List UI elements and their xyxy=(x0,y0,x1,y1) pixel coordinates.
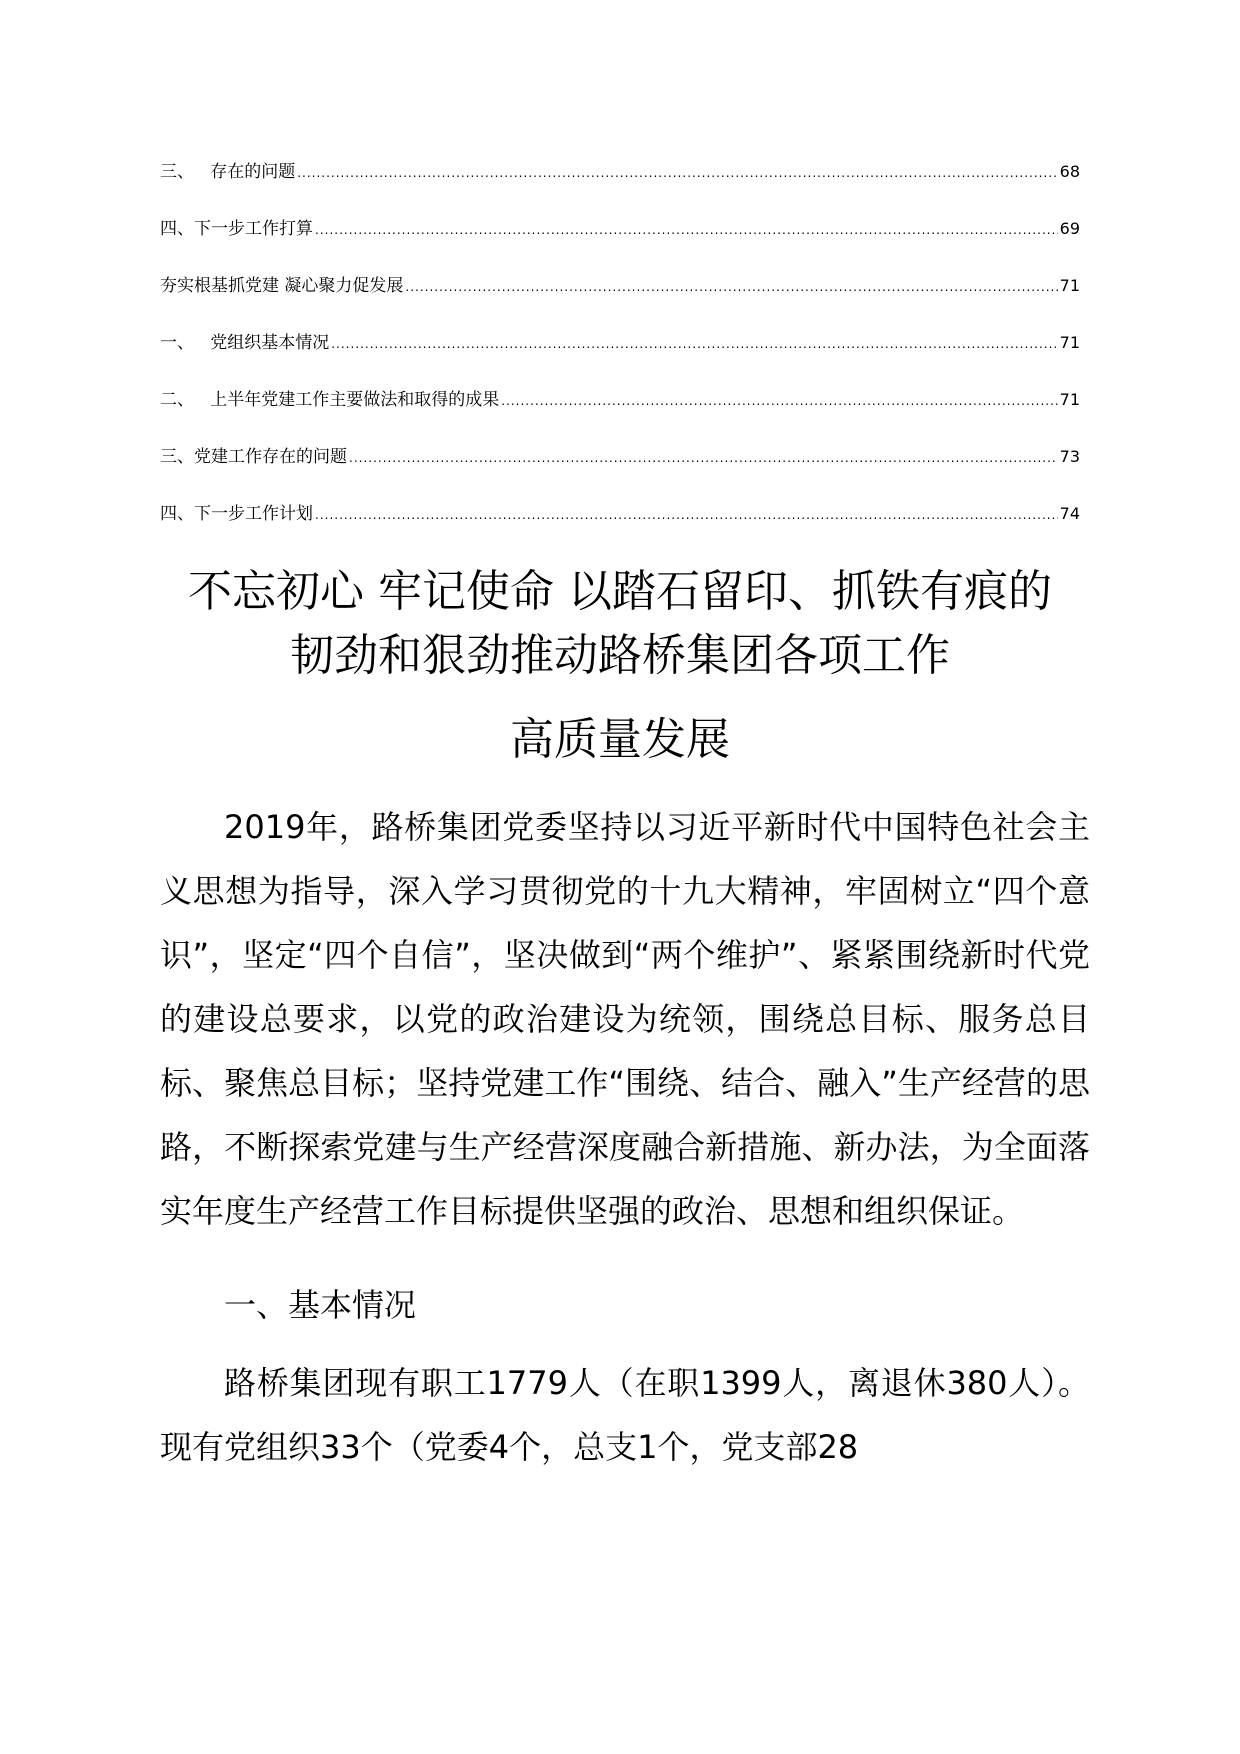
basic-situation-paragraph: 路桥集团现有职工1779人（在职1399人，离退休380人）。现有党组织33个（党委4个，总支1个，党支部28 xyxy=(160,1364,1090,1466)
toc-leader-dots xyxy=(297,161,1057,185)
toc-leader-dots xyxy=(501,389,1057,413)
toc-entry[interactable] xyxy=(160,445,1080,502)
toc-entry-page: 71 xyxy=(1059,390,1080,409)
title-line-1: 不忘初心 牢记使命 以踏石留印、抓铁有痕的 xyxy=(188,566,1052,617)
toc-entry-label: 夯实根基抓党建 凝心聚力促发展 xyxy=(160,276,404,296)
toc-leader-dots xyxy=(349,446,1058,470)
toc-entry-label: 四、下一步工作打算 xyxy=(160,219,313,239)
toc-entry[interactable] xyxy=(160,274,1080,331)
toc-entry-page: 74 xyxy=(1059,504,1080,523)
toc-entry-page: 73 xyxy=(1059,447,1080,466)
toc-entry-label: 二、 上半年党建工作主要做法和取得的成果 xyxy=(160,390,500,410)
toc-entry-label: 四、下一步工作计划 xyxy=(160,504,313,524)
toc-entry[interactable] xyxy=(160,217,1080,274)
document-body xyxy=(160,795,1090,1479)
toc-entry[interactable] xyxy=(160,331,1080,388)
toc-entry-label: 三、 存在的问题 xyxy=(160,162,296,182)
toc-entry-page: 71 xyxy=(1059,276,1080,295)
intro-paragraph: 2019年，路桥集团党委坚持以习近平新时代中国特色社会主义思想为指导，深入学习贯彻党的十九大精神，牢固树立“四个意识”，坚定“四个自信”，坚决做到“两个维护”、紧紧围绕新时代党的建设总要求，以党的政治建设为统领，围绕总目标、服务总目标、聚焦总目标；坚持党建工作“围绕、结合、融入”生产经营的思路，不断探索党建与生产经营深度融合新措施、新办法，为全面落实年度生产经营工作目标提供坚强的政治、思想和组织保证。 xyxy=(160,808,1090,1230)
toc-leader-dots xyxy=(315,218,1058,242)
toc-entry[interactable] xyxy=(160,388,1080,445)
table-of-contents xyxy=(160,160,1080,559)
document-title xyxy=(140,560,1100,772)
toc-entry-page: 69 xyxy=(1059,219,1080,238)
title-line-3: 高质量发展 xyxy=(510,714,730,765)
toc-entry[interactable] xyxy=(160,160,1080,217)
toc-entry-page: 71 xyxy=(1059,333,1080,352)
toc-leader-dots xyxy=(331,332,1057,356)
toc-entry-page: 68 xyxy=(1059,162,1080,181)
toc-entry-label: 三、党建工作存在的问题 xyxy=(160,447,347,467)
toc-leader-dots xyxy=(315,503,1058,527)
toc-entry-label: 一、 党组织基本情况 xyxy=(160,333,330,353)
toc-leader-dots xyxy=(405,275,1057,299)
toc-entry[interactable] xyxy=(160,502,1080,559)
section-heading-basic-situation: 一、基本情况 xyxy=(224,1286,417,1324)
title-line-2: 韧劲和狠劲推动路桥集团各项工作 xyxy=(290,630,950,681)
